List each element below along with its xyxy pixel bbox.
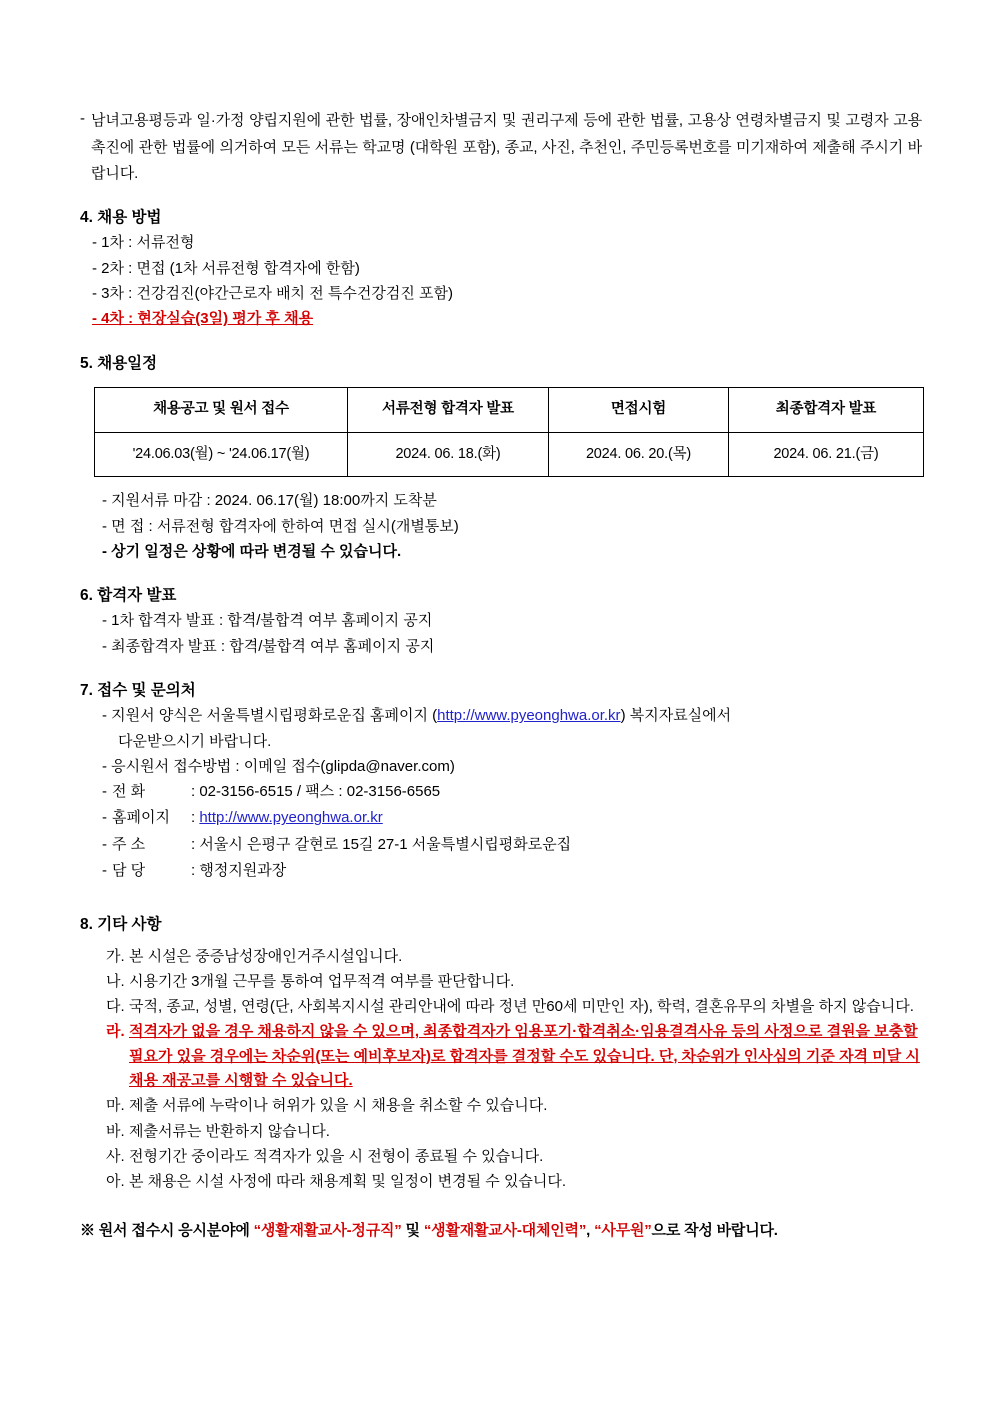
footnote-mid-1: 및 bbox=[401, 1221, 424, 1239]
etc-text: 본 시설은 중증남성장애인거주시설입니다. bbox=[129, 947, 403, 965]
etc-text: 제출 서류에 누락이나 허위가 있을 시 채용을 취소할 수 있습니다. bbox=[129, 1097, 548, 1115]
address-value: : 서울시 은평구 갈현로 15길 27-1 서울특별시립평화로운집 bbox=[191, 835, 572, 853]
footnote-quote-2: “생활재활교사-대체인력” bbox=[423, 1221, 587, 1239]
footnote-pre: ※ 원서 접수시 응시분야에 bbox=[80, 1221, 254, 1239]
etc-item bbox=[106, 1145, 922, 1169]
table-cell-final-result: 2024. 06. 21.(금) bbox=[729, 432, 924, 477]
address-label: 주 소 bbox=[112, 835, 146, 853]
section-5-notes bbox=[80, 489, 922, 564]
application-form-text-pre: - 지원서 양식은 서울특별시립평화로운집 홈페이지 ( bbox=[102, 707, 438, 725]
etc-mark: 가. bbox=[106, 947, 125, 965]
homepage-dash: - bbox=[102, 809, 107, 827]
table-header-interview: 면접시험 bbox=[549, 387, 729, 432]
etc-item bbox=[106, 1094, 922, 1118]
etc-text: 국적, 종교, 성별, 연령(단, 사회복지시설 관리안내에 따라 정년 만60세 미만인 자), 학력, 결혼유무의 차별을 하지 않습니다. bbox=[129, 998, 914, 1016]
table-header-announcement: 채용공고 및 원서 접수 bbox=[95, 387, 348, 432]
section-4-item-2: - 2차 : 면접 (1차 서류전형 합격자에 한함) bbox=[92, 259, 360, 277]
homepage-colon: : bbox=[191, 809, 196, 827]
section-6-title: 6. 합격자 발표 bbox=[80, 587, 177, 605]
etc-item bbox=[106, 970, 922, 994]
table-cell-document-result: 2024. 06. 18.(화) bbox=[348, 432, 549, 477]
etc-text: 시용기간 3개월 근무를 통하여 업무적격 여부를 판단합니다. bbox=[129, 972, 515, 990]
homepage-link[interactable]: http://www.pyeonghwa.or.kr bbox=[199, 809, 383, 827]
section-4-item-1: - 1차 : 서류전형 bbox=[92, 234, 195, 252]
section-5-note-2: - 면 접 : 서류전형 합격자에 한하여 면접 실시(개별통보) bbox=[102, 517, 459, 535]
table-header-final-result: 최종합격자 발표 bbox=[729, 387, 924, 432]
etc-item bbox=[106, 1120, 922, 1144]
footnote-quote-3: “사무원” bbox=[594, 1221, 652, 1239]
address-dash: - bbox=[102, 835, 107, 853]
section-4-item-3: - 3차 : 건강검진(야간근로자 배치 전 특수건강검진 포함) bbox=[92, 284, 453, 302]
table-cell-interview: 2024. 06. 20.(목) bbox=[549, 432, 729, 477]
tel-value: : 02-3156-6515 / 팩스 : 02-3156-6565 bbox=[191, 783, 441, 801]
tel-label: 전 화 bbox=[112, 783, 146, 801]
etc-mark: 마. bbox=[106, 1097, 125, 1115]
etc-mark: 바. bbox=[106, 1122, 125, 1140]
intro-paragraph bbox=[80, 108, 922, 188]
section-7-application-form-line bbox=[102, 704, 922, 728]
section-8-title: 8. 기타 사항 bbox=[80, 916, 162, 934]
tel-dash: - bbox=[102, 783, 107, 801]
etc-item bbox=[106, 995, 922, 1019]
table-cell-announcement: '24.06.03(월) ~ '24.06.17(월) bbox=[95, 432, 348, 477]
table-row bbox=[95, 432, 924, 477]
homepage-value bbox=[191, 806, 922, 830]
homepage-label: 홈페이지 bbox=[112, 809, 170, 827]
section-5-bold-note: - 상기 일정은 상황에 따라 변경될 수 있습니다. bbox=[102, 542, 402, 560]
etc-text: 전형기간 중이라도 적격자가 있을 시 전형이 종료될 수 있습니다. bbox=[129, 1147, 544, 1165]
section-7-application-form-line2: 다운받으시기 바랍니다. bbox=[118, 732, 272, 750]
footnote-quote-1: “생활재활교사-정규직” bbox=[253, 1221, 402, 1239]
intro-dash: - bbox=[80, 110, 85, 127]
section-7-homepage bbox=[102, 806, 922, 830]
etc-mark: 나. bbox=[106, 972, 125, 990]
intro-text: 남녀고용평등과 일·가정 양립지원에 관한 법률, 장애인차별금지 및 권리구제 등에 관한 법률, 고용상 연령차별금지 및 고령자 고용촉진에 관한 법률에 의거하여 모든 서류는 학교명 (대학원 포함), 종교, 사진, 추천인, 주민등록번호를 미기재하여 제출해 주시기 바랍니다. bbox=[91, 112, 922, 183]
table-header-row bbox=[95, 387, 924, 432]
application-form-text-post: ) 복지자료실에서 bbox=[620, 707, 732, 725]
etc-mark: 사. bbox=[106, 1147, 125, 1165]
etc-mark: 아. bbox=[106, 1173, 125, 1191]
footnote bbox=[80, 1219, 922, 1243]
charge-dash: - bbox=[102, 862, 107, 880]
etc-mark: 라. bbox=[106, 1023, 125, 1041]
etc-text: 제출서류는 반환하지 않습니다. bbox=[129, 1122, 330, 1140]
section-7-tel bbox=[102, 780, 922, 804]
etc-item bbox=[106, 945, 922, 969]
section-5-title: 5. 채용일정 bbox=[80, 354, 158, 372]
section-7-title: 7. 접수 및 문의처 bbox=[80, 681, 196, 699]
section-6-item-1: - 1차 합격자 발표 : 합격/불합격 여부 홈페이지 공지 bbox=[102, 612, 433, 630]
etc-item-highlighted bbox=[106, 1020, 922, 1093]
table-header-document-result: 서류전형 합격자 발표 bbox=[348, 387, 549, 432]
section-5-note-1: - 지원서류 마감 : 2024. 06.17(월) 18:00까지 도착분 bbox=[102, 492, 437, 510]
etc-mark: 다. bbox=[106, 998, 125, 1016]
recruitment-schedule-table bbox=[94, 387, 924, 478]
section-6-item-2: - 최종합격자 발표 : 합격/불합격 여부 홈페이지 공지 bbox=[102, 637, 435, 655]
pyeonghwa-homepage-link[interactable]: http://www.pyeonghwa.or.kr bbox=[437, 707, 621, 725]
section-8-list bbox=[106, 945, 922, 1195]
section-7-submission-method: - 응시원서 접수방법 : 이메일 접수(glipda@naver.com) bbox=[102, 757, 455, 775]
etc-item bbox=[106, 1170, 922, 1194]
etc-text: 본 채용은 시설 사정에 따라 채용계획 및 일정이 변경될 수 있습니다. bbox=[129, 1173, 567, 1191]
section-7-address bbox=[102, 833, 922, 857]
section-4-highlight: - 4차 : 현장실습(3일) 평가 후 채용 bbox=[92, 310, 314, 328]
etc-text: 적격자가 없을 경우 채용하지 않을 수 있으며, 최종합격자가 임용포기·합격취소·임용결격사유 등의 사정으로 결원을 보충할 필요가 있을 경우에는 차순위(또는 예비후보자)로 합격자를 결정할 수도 있습니다. 단, 차순위가 인사심의 기준 자격 미달 시 채용 재공고를 시행할 수 있습니다. bbox=[129, 1023, 920, 1090]
section-4-title: 4. 채용 방법 bbox=[80, 209, 162, 227]
section-7-charge bbox=[102, 859, 922, 883]
footnote-post: 으로 작성 바랍니다. bbox=[651, 1221, 778, 1239]
charge-label: 담 당 bbox=[112, 862, 146, 880]
charge-value: : 행정지원과장 bbox=[191, 862, 287, 880]
footnote-mid-2: , bbox=[586, 1221, 595, 1239]
